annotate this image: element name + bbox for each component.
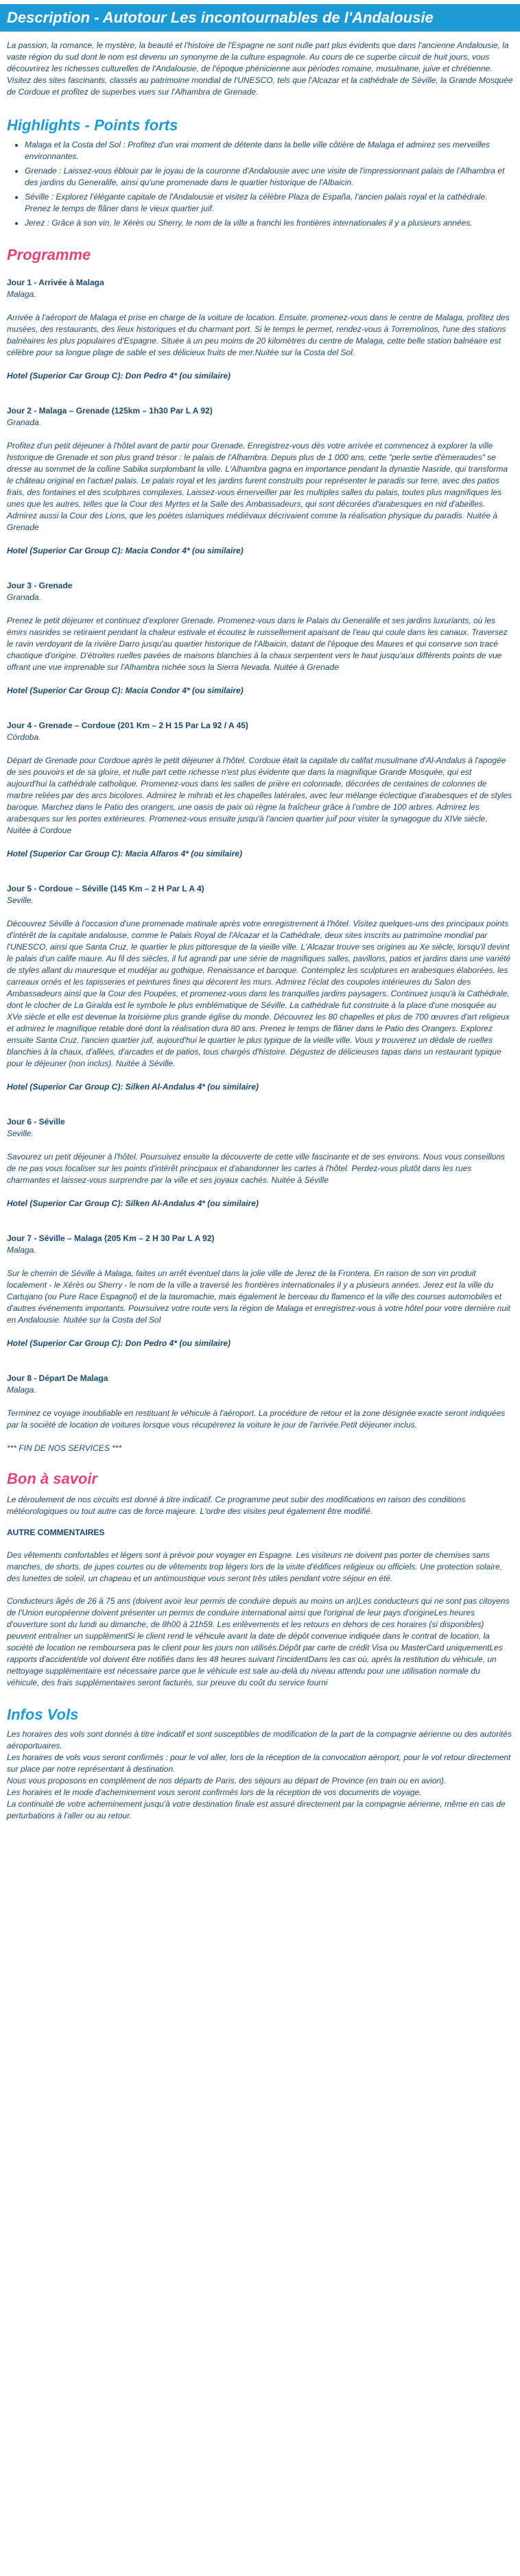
day-title: Jour 1 - Arrivée à Malaga [7, 278, 104, 287]
day-hotel: Hotel (Superior Car Group C): Macia Condor 4* (ou similaire) [7, 686, 244, 695]
bon-a-savoir-intro: Le déroulement de nos circuits est donné à titre indicatif. Ce programme peut subir des modifications en raison des conditions météorologiques ou tout autre cas de force majeure. L'ordre des visites peut également être modifié. [7, 1495, 466, 1516]
highlight-item: • Séville : Explorez l'élégante capitale de l'Andalousie et visitez la célèbre Plaza de España, l'ancien palais royal et la cathédrale. Prenez le temps de flâner dans le vieux quartier juif. [25, 191, 513, 215]
day-place: Malaga. [7, 1385, 36, 1395]
day-section [7, 277, 513, 382]
page [0, 4, 520, 1822]
day-description: Découvrez Séville à l'occasion d'une promenade matinale après votre enregistrement à l'hôtel. Visitez quelques-uns des principaux points d'intérêt de la capitale andalouse, comme le Palais Royal de l'Alcazar et la Cathédrale, deux sites inscrits au patrimoine mondial par l'UNESCO, ainsi que Santa Cruz, le quartier le plus pittoresque de la vieille ville. L'Alcazar trouve ses origines au Xe siècle, lorsqu'il devint le palais d'un calife maure. Au fil des siècles, il fut agrandi par une série de magnifiques salles, pavillons, patios et jardins dans une variété de styles allant du mauresque et mudéjar au gothique, Renaissance et baroque. Contemplez les sculptures en arabesques élaborées, les carreaux ornés et les tapisseries et peintures fines qui décorent les murs. Admirez l'éclat des coupoles intérieures du Salon des Ambassadeurs ainsi que la Cour des Poupées, et promenez-vous dans les tranquilles jardins paysagers. Continuez jusqu'à la Cathédrale, dont le clocher de La Giralda est le symbole le plus emblématique de Séville. La cathédrale fut construite à la place d'une mosquée au XVe siècle et elle est devenue la troisième plus grande église du monde. Découvrez les 80 chapelles et plus de 700 œuvres d'art religieux et admirez le magnifique retable doré dont la réalisation dura 80 ans. Prenez le temps de flâner dans le Patio des Orangers. Explorez ensuite Santa Cruz, l'ancien quartier juif, aujourd'hui le quartier le plus typique de la vieille ville. Vous y trouverez un dédale de ruelles blanchies à la chaux, d'allées, d'arcades et de patios, tous chargés d'histoire. Dégustez de délicieuses tapas dans un restaurant typique pour le déjeuner (non inclus). Nuitée à Séville. [7, 919, 511, 1068]
highlight-item: • Malaga et la Costa del Sol : Profitez d'un vrai moment de détente dans la belle ville côtière de Malaga et admirez ses merveilles environnantes. [25, 139, 513, 162]
highlight-item: • Grenade : Laissez-vous éblouir par le joyau de la couronne d'Andalousie avec une visite de l'impressionnant palais de l'Alhambra et des jardins du Generalife, ainsi qu'une promenade dans le quartier historique de l'Albaicin. [25, 165, 513, 189]
infos-vols-heading: Infos Vols [7, 1706, 79, 1723]
day-section [7, 1116, 513, 1209]
day-place: Malaga. [7, 1245, 36, 1255]
day-title: Jour 6 - Séville [7, 1117, 65, 1127]
day-place: Seville. [7, 1129, 34, 1138]
highlight-item: • Jerez : Grâce à son vin, le Xérès ou Sherry, le nom de la ville a franchi les frontières internationales il y a plusieurs années. [25, 217, 513, 229]
day-section [7, 720, 513, 860]
day-section [7, 580, 513, 697]
day-place: Seville. [7, 895, 34, 905]
day-hotel: Hotel (Superior Car Group C): Don Pedro 4* (ou similaire) [7, 371, 231, 381]
day-hotel: Hotel (Superior Car Group C): Macia Condor 4* (ou similaire) [7, 546, 244, 555]
day-title: Jour 8 - Départ De Malaga [7, 1373, 108, 1383]
day-hotel: Hotel (Superior Car Group C): Don Pedro 4* (ou similaire) [7, 1338, 231, 1348]
day-description: Profitez d'un petit déjeuner à l'hôtel avant de partir pour Grenade. Enregistrez-vous dès votre arrivée et commencez à explorer la ville historique de Grenade et son plus grand trésor : le palais de l'Alhambra. Depuis plus de 1 000 ans, cette "perle sertie d'émeraudes" se dresse au sommet de la colline Sabika surplombant la ville. L'Alhambra gagna en importance pendant la dynastie Nasride, qui transforma le château original en l'actuel palais. Le palais royal et les jardins furent construits pour représenter le paradis sur terre, avec des patios frais, des fontaines et des sculptures complexes. Laissez-vous émerveiller par les multiples salles du palais, toutes plus magnifiques les unes que les autres, telles que la Cour des Myrtes et la Salle des Ambassadeurs, qui sont décorées d'arabesques en nid d'abeilles. Admirez aussi la Cour des Lions, que les poètes islamiques médiévaux décrivaient comme la réalisation physique du paradis. Nuitée à Grenade [7, 441, 508, 532]
day-description: Terminez ce voyage inoubliable en restituant le véhicule à l'aéroport. La procédure de retour et la zone désignée exacte seront indiquées par la société de location de voitures lorsque vous récupérerez la voiture le jour de l'arrivée.Petit déjeuner inclus. [7, 1408, 506, 1430]
programme-heading: Programme [7, 246, 91, 263]
intro-paragraph: La passion, la romance, le mystère, la beauté et l'histoire de l'Espagne ne sont nulle part plus évidents que dans l'ancienne Andalousie, la vaste région du sud dont le nom est devenu un synonyme de la culture espagnole. Au cours de ce superbe circuit de huit jours, vous découvrirez les richesses culturelles de l'Andalousie, de l'époque phénicienne aux périodes romaine, musulmane, juive et chrétienne. Visitez des sites fascinants, classés au patrimoine mondial de l'UNESCO, tels que l'Alcazar et la cathédrale de Séville, la Grande Mosquée de Cordoue et profitez de superbes vues sur l'Alhambra de Grenade. [7, 40, 513, 97]
day-description: Départ de Grenade pour Cordoue après le petit déjeuner à l'hôtel. Cordoue était la capitale du califat musulmane d'Al-Andalus à l'apogée de ses pouvoirs et de sa gloire, et nulle part cette richesse n'est plus évidente que dans la magnifique Grande Mosquée, qui est aujourd'hui la cathédrale catholique. Promenez-vous dans les salles de prière en colonnade, décorées de centaines de colonnes de marbre reliées par des arcs bicolores. Admirez le mihrab et les chapelles latérales, avec leur mélange éclectique d'arabesques et de styles baroque. Marchez dans le Patio des orangers, une oasis de paix où règne la fraîcheur grâce à l'ombre de 100 arbres. Admirez les arabesques sur les portes extérieures. Promenez-vous ensuite jusqu'à l'ancien quartier juif pour visiter la synagogue du XIVe siècle. Nuitée à Cordoue [7, 756, 512, 835]
day-place: Granada. [7, 592, 42, 602]
day-place: Granada. [7, 418, 42, 427]
clothing-advice-paragraph: Des vêtements confortables et légers sont à prévoir pour voyager en Espagne. Les visiteurs ne doivent pas porter de chemises sans manches, de shorts, de jupes courtes ou de vêtements trop légers lors de la visite d'édifices religieux ou officiels. Une protection solaire, des lunettes de soleil, un chapeau et un antimoustique vous seront très utiles pendant votre séjour en été. [7, 1550, 502, 1583]
day-hotel: Hotel (Superior Car Group C): Macia Alfaros 4* (ou similaire) [7, 849, 242, 858]
autres-commentaires-title: AUTRE COMMENTAIRES [7, 1528, 105, 1537]
highlights-list [7, 139, 513, 229]
day-section [7, 1233, 513, 1349]
end-of-services-note: *** FIN DE NOS SERVICES *** [7, 1443, 122, 1453]
bon-a-savoir-heading: Bon à savoir [7, 1470, 98, 1487]
day-section [7, 1373, 513, 1431]
description-title: Description - Autotour Les incontournables de l'Andalousie [7, 9, 434, 26]
day-title: Jour 2 - Malaga – Grenade (125km – 1h30 Par L A 92) [7, 406, 213, 416]
day-description: Prenez le petit déjeuner et continuez d'explorer Grenade. Promenez-vous dans le Palais du Generalife et ses jardins luxuriants, où les émirs nasrides se retiraient pendant la chaleur estivale et écoutez le ruissellement apaisant de l'eau qui coule dans les canaux. Traversez le ravin verdoyant de la rivière Darro jusqu'au quartier historique de l'Albaicin, datant de l'époque des Maures et qui conserve son tracé chaotique d'origine. D'étroites ruelles pavées de maisons blanchies à la chaux serpentent vers le haut jusqu'aux différents points de vue offrant une vue imprenable sur l'Alhambra nichée sous la Sierra Nevada. Nuitée à Grenade [7, 616, 508, 672]
day-description: Sur le chemin de Séville à Malaga, faites un arrêt éventuel dans la jolie ville de Jerez de la Frontera. En raison de son vin produit localement - le Xérès ou Sherry - le nom de la ville a traversé les frontières internationales il y a plusieurs années. Jerez est la ville du Cartujano (ou Pure Race Espagnol) et de la tauromachie, mais également le berceau du flamenco et la ville des courses automobiles et d'autres événements importants. Poursuivez votre route vers la région de Malaga et enregistrez-vous à votre hôtel pour votre dernière nuit en Andalousie. Nuitée sur la Costa del Sol [7, 1268, 511, 1325]
day-description: Arrivée à l'aéroport de Malaga et prise en charge de la voiture de location. Ensuite, promenez-vous dans le centre de Malaga, profitez des musées, des restaurants, des lieux historiques et du charmant port. Si le temps le permet, rendez-vous à Torremolinos, l'une des stations balnéaires les plus populaires d'Espagne. Située à un peu moins de 20 kilomètres du centre de Malaga, cette belle station balnéaire est célèbre pour sa longue plage de sable et ses délicieux fruits de mer.Nuitée sur la Costa del Sol. [7, 313, 510, 357]
highlights-heading: Highlights - Points forts [7, 117, 178, 134]
infos-vols-text: Les horaires des vols sont donnés à titre indicatif et sont susceptibles de modification de la part de la compagnie aérienne ou des autorités aéroportuaires. Les horaires de vols vous seront confirmés : pour le vol aller, lors de la réception de la convocation aéroport, pour le vol retour directement sur place par notre représentant à destination. Nous vous proposons en complément de nos départs de Paris, des séjours au départ de Province (en train ou en avion). Les horaires et le mode d'acheminement vous seront confirmés lors de la réception de vos documents de voyage. La continuité de votre acheminement jusqu'à votre destination finale est assuré directement par la compagnie aérienne, même en cas de perturbations à l'aller ou au retour. [7, 1729, 512, 1820]
day-hotel: Hotel (Superior Car Group C): Silken Al-Andalus 4* (ou similaire) [7, 1082, 259, 1092]
day-place: Córdoba. [7, 732, 41, 742]
description-banner [0, 4, 520, 32]
day-hotel: Hotel (Superior Car Group C): Silken Al-Andalus 4* (ou similaire) [7, 1199, 259, 1208]
day-title: Jour 7 - Séville – Malaga (205 Km – 2 H 30 Par L A 92) [7, 1233, 215, 1243]
day-title: Jour 5 - Cordoue – Séville (145 Km – 2 H Par L A 4) [7, 884, 204, 893]
content [0, 40, 520, 1822]
day-section [7, 405, 513, 557]
day-title: Jour 4 - Grenade – Cordoue (201 Km – 2 H 15 Par La 92 / A 45) [7, 721, 248, 730]
day-section [7, 883, 513, 1093]
day-title: Jour 3 - Grenade [7, 581, 73, 590]
day-place: Malaga. [7, 289, 36, 299]
day-description: Savourez un petit déjeuner à l'hôtel. Poursuivez ensuite la découverte de cette ville fascinante et de ses environs. Nous vous conseillons de ne pas vous focaliser sur les points d'intérêt principaux et d'abandonner les cartes à l'hôtel. Perdez-vous plutôt dans les rues charmantes et laissez-vous surprendre par la ville et ses joyaux cachés. Nuitée à Séville [7, 1152, 506, 1185]
car-rental-conditions-paragraph: Conducteurs âgés de 26 à 75 ans (doivent avoir leur permis de conduire depuis au moins un an)Les conducteurs qui ne sont pas citoyens de l'Union européenne doivent présenter un permis de conduire international ainsi que l'original de leur pays d'origineLes heures d'ouverture sont du lundi au dimanche, de 8h00 à 21h59. Les enlèvements et les retours en dehors de ces horaires (si disponibles) peuvent entraîner un supplémentSi le client rend le véhicule avant la date de dépôt convenue indiquée dans le contrat de location, la société de location ne remboursera pas le client pour les jours non utilisés.Dépôt par carte de crédit Visa ou MasterCard uniquementLes rapports d'accident/de vol doivent être notifiés dans les 48 heures suivant l'incidentDans les cas où, après la restitution du véhicule, un nettoyage supplémentaire est nécessaire parce que le véhicule est sale au-delà du niveau attendu pour une utilisation normale du véhicule, des frais supplémentaires seront facturés, sur preuve du coût du service fourni [7, 1596, 510, 1687]
